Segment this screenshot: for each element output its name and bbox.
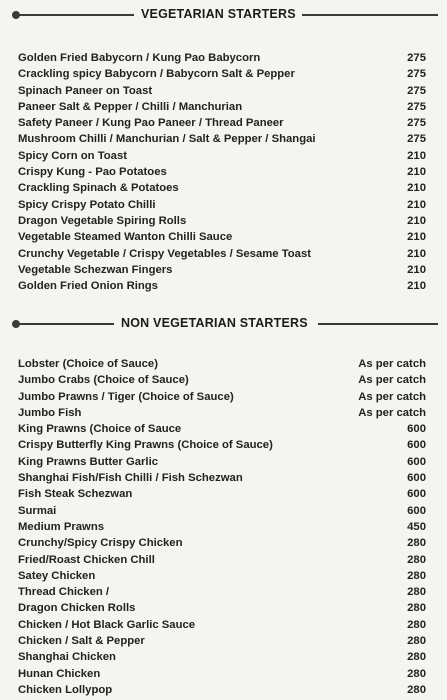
menu-item (18, 666, 426, 682)
item-price: 275 (407, 100, 426, 113)
item-name: Dragon Chicken Rolls (18, 602, 136, 615)
item-price: 280 (407, 635, 426, 648)
item-name: Spicy Corn on Toast (18, 149, 128, 162)
item-price: 210 (407, 149, 426, 162)
menu-item (18, 584, 426, 600)
item-price: 210 (407, 280, 426, 293)
item-name: Jumbo Fish (18, 406, 82, 419)
item-price: As per catch (358, 390, 426, 403)
menu-item (18, 405, 426, 421)
item-price: 280 (407, 553, 426, 566)
item-name: Shanghai Chicken (18, 651, 116, 664)
header-rule-left (14, 14, 134, 16)
item-price: 210 (407, 263, 426, 276)
item-price: 210 (407, 198, 426, 211)
menu-item (18, 649, 426, 665)
item-price: 280 (407, 537, 426, 550)
menu-item (18, 180, 426, 196)
menu-item (18, 131, 426, 147)
item-price: 280 (407, 602, 426, 615)
item-price: 600 (407, 455, 426, 468)
item-price: 600 (407, 504, 426, 517)
item-name: Medium Prawns (18, 520, 105, 533)
item-price: As per catch (358, 358, 426, 370)
menu-item (18, 278, 426, 294)
menu-item (18, 148, 426, 164)
item-price: 600 (407, 472, 426, 485)
item-name: King Prawns Butter Garlic (18, 455, 158, 468)
item-name: Vegetable Schezwan Fingers (18, 263, 173, 276)
menu-item (18, 454, 426, 470)
veg-section-header (0, 7, 447, 23)
menu-item (18, 535, 426, 551)
header-rule-right (318, 323, 438, 325)
item-price: 280 (407, 667, 426, 680)
item-price: 275 (407, 68, 426, 81)
item-price: 210 (407, 231, 426, 244)
menu-item (18, 519, 426, 535)
item-name: Golden Fried Babycorn / Kung Pao Babycorn (18, 52, 261, 64)
item-price: 275 (407, 117, 426, 130)
menu-item (18, 356, 426, 372)
menu-item (18, 552, 426, 568)
menu-item (18, 83, 426, 99)
item-name: Shanghai Fish/Fish Chilli / Fish Schezwan (18, 472, 243, 485)
veg-menu-list (18, 50, 426, 294)
header-rule-left (14, 323, 114, 325)
item-name: Hunan Chicken (18, 667, 101, 680)
item-price: 210 (407, 247, 426, 260)
item-name: Thread Chicken / (18, 586, 110, 599)
menu-item (18, 421, 426, 437)
item-name: King Prawns (Choice of Sauce (18, 423, 182, 436)
item-price: 450 (407, 520, 426, 533)
item-name: Crackling Spinach & Potatoes (18, 182, 179, 195)
item-name: Jumbo Prawns / Tiger (Choice of Sauce) (18, 390, 234, 403)
item-name: Vegetable Steamed Wanton Chilli Sauce (18, 231, 233, 244)
item-price: 210 (407, 182, 426, 195)
menu-item (18, 115, 426, 131)
menu-item (18, 682, 426, 698)
nonveg-section-header (0, 316, 447, 332)
menu-item (18, 164, 426, 180)
menu-item (18, 437, 426, 453)
nonveg-section-title: NON VEGETARIAN STARTERS (115, 316, 314, 330)
item-name: Crunchy/Spicy Crispy Chicken (18, 537, 183, 550)
item-name: Spicy Crispy Potato Chilli (18, 198, 156, 211)
item-name: Dragon Vegetable Spiring Rolls (18, 214, 187, 227)
item-name: Satey Chicken (18, 569, 96, 582)
menu-item (18, 470, 426, 486)
item-price: 280 (407, 618, 426, 631)
menu-item (18, 246, 426, 262)
item-price: 210 (407, 214, 426, 227)
item-name: Crackling spicy Babycorn / Babycorn Salt & Pepper (18, 68, 295, 81)
menu-item (18, 617, 426, 633)
item-price: As per catch (358, 406, 426, 419)
menu-item (18, 229, 426, 245)
menu-item (18, 633, 426, 649)
item-name: Chicken / Hot Black Garlic Sauce (18, 618, 196, 631)
menu-item (18, 99, 426, 115)
item-name: Golden Fried Onion Rings (18, 280, 158, 293)
veg-section-title: VEGETARIAN STARTERS (135, 7, 302, 21)
menu-item (18, 486, 426, 502)
item-name: Paneer Salt & Pepper / Chilli / Manchurian (18, 100, 243, 113)
item-name: Spinach Paneer on Toast (18, 84, 153, 97)
item-price: As per catch (358, 374, 426, 387)
menu-item (18, 372, 426, 388)
item-name: Fried/Roast Chicken Chill (18, 553, 155, 566)
menu-item (18, 503, 426, 519)
item-name: Crispy Butterfly King Prawns (Choice of Sauce) (18, 439, 273, 452)
item-price: 280 (407, 651, 426, 664)
item-name: Mushroom Chilli / Manchurian / Salt & Pepper / Shangai (18, 133, 316, 146)
menu-item (18, 66, 426, 82)
item-name: Lobster (Choice of Sauce) (18, 358, 158, 370)
header-rule-right (300, 14, 438, 16)
menu-item (18, 262, 426, 278)
item-price: 275 (407, 133, 426, 146)
menu-item (18, 197, 426, 213)
menu-item (18, 50, 426, 66)
item-price: 280 (407, 569, 426, 582)
item-name: Surmai (18, 504, 57, 517)
item-name: Jumbo Crabs (Choice of Sauce) (18, 374, 189, 387)
item-name: Safety Paneer / Kung Pao Paneer / Thread Paneer (18, 117, 284, 130)
item-name: Crunchy Vegetable / Crispy Vegetables / Sesame Toast (18, 247, 312, 260)
menu-item (18, 600, 426, 616)
menu-item (18, 568, 426, 584)
nonveg-menu-list (18, 356, 426, 698)
item-name: Fish Steak Schezwan (18, 488, 133, 501)
item-price: 275 (407, 52, 426, 64)
menu-item (18, 213, 426, 229)
item-price: 280 (407, 586, 426, 599)
item-name: Chicken Lollypop (18, 683, 113, 696)
menu-item (18, 389, 426, 405)
item-price: 600 (407, 423, 426, 436)
item-price: 600 (407, 439, 426, 452)
item-price: 210 (407, 166, 426, 179)
item-name: Crispy Kung - Pao Potatoes (18, 166, 167, 179)
item-name: Chicken / Salt & Pepper (18, 635, 145, 648)
item-price: 275 (407, 84, 426, 97)
item-price: 280 (407, 683, 426, 696)
item-price: 600 (407, 488, 426, 501)
